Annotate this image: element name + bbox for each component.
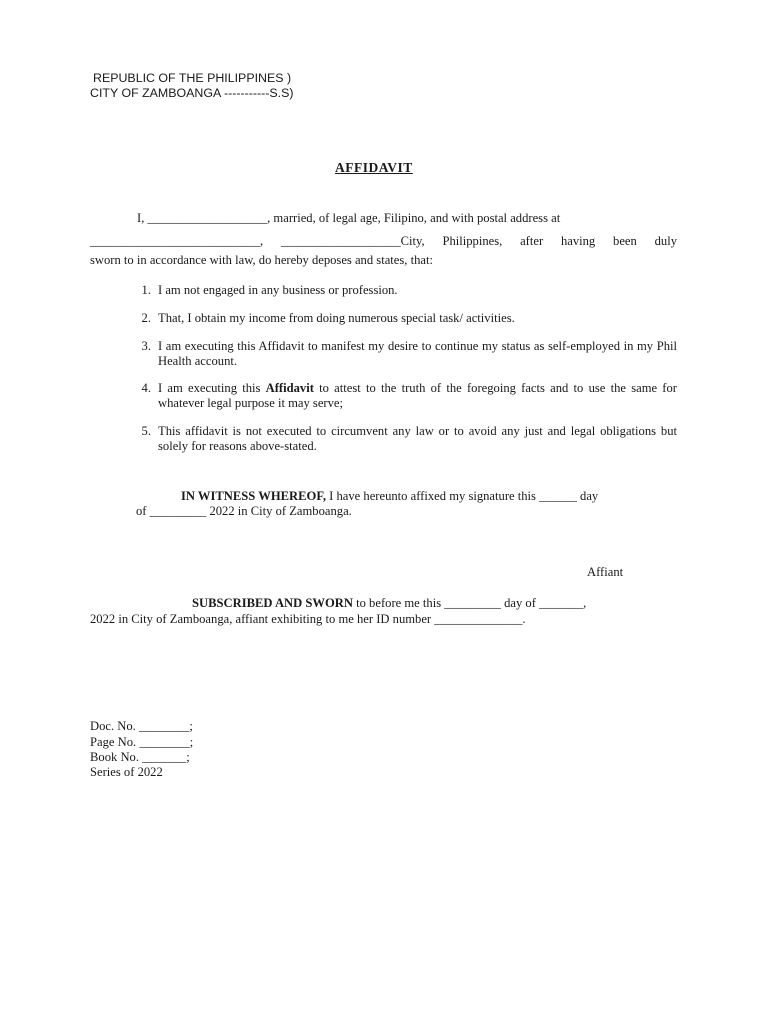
witness-rest: I have hereunto affixed my signature this ______ day [326,489,599,503]
list-item-number: 4. [141,381,151,395]
list-item-text [158,381,677,410]
list-item-text: That, I obtain my income from doing numerous special task/ activities. [158,311,515,325]
list-item [135,339,677,368]
witness-line-2: of _________ 2022 in City of Zamboanga. [136,504,352,518]
intro-line-1: I, ___________________, married, of legal age, Filipino, and with postal address at [137,211,561,225]
list-item-number: 2. [141,311,151,325]
intro-line-3: sworn to in accordance with law, do hereby deposes and states, that: [90,253,433,267]
list-item [135,424,677,453]
intro-line-2: ___________________________, ___________________City, Philippines, after having been duly [90,234,677,248]
list-item-number: 3. [141,339,151,353]
list-item-text-pre: I am executing this [158,381,266,395]
list-item-text-bold: Affidavit [265,381,314,395]
book-number: Book No. _______; [90,750,190,764]
series-year: Series of 2022 [90,765,163,779]
document-title: AFFIDAVIT [335,160,413,175]
list-item [135,283,677,298]
doc-number: Doc. No. ________; [90,719,193,733]
list-item-text: I am not engaged in any business or profession. [158,283,398,297]
list-item [135,311,677,326]
header-republic: REPUBLIC OF THE PHILIPPINES ) [93,71,292,85]
list-item-text: This affidavit is not executed to circumvent any law or to avoid any just and legal obligations but solely for reasons above-stated. [158,424,677,453]
subscribed-rest: to before me this _________ day of _______, [352,596,587,610]
witness-line-1 [181,489,598,504]
subscribed-line-1 [192,596,586,611]
list-item-text-post: to attest to the truth of the foregoing facts and to use the same for whatever legal purpose it may serve; [158,381,677,410]
subscribed-bold: SUBSCRIBED AND SWORN [192,596,353,610]
list-item [135,381,677,410]
header-city: CITY OF ZAMBOANGA -----------S.S) [90,86,294,100]
list-item-text: I am executing this Affidavit to manifest my desire to continue my status as self-employed in my Phil Health account. [158,339,677,368]
page-number: Page No. ________; [90,735,194,749]
witness-bold: IN WITNESS WHEREOF, [181,489,326,503]
list-item-number: 1. [141,283,151,297]
subscribed-line-2: 2022 in City of Zamboanga, affiant exhibiting to me her ID number ______________. [90,612,526,626]
list-item-number: 5. [141,424,151,438]
affiant-label: Affiant [587,565,624,579]
